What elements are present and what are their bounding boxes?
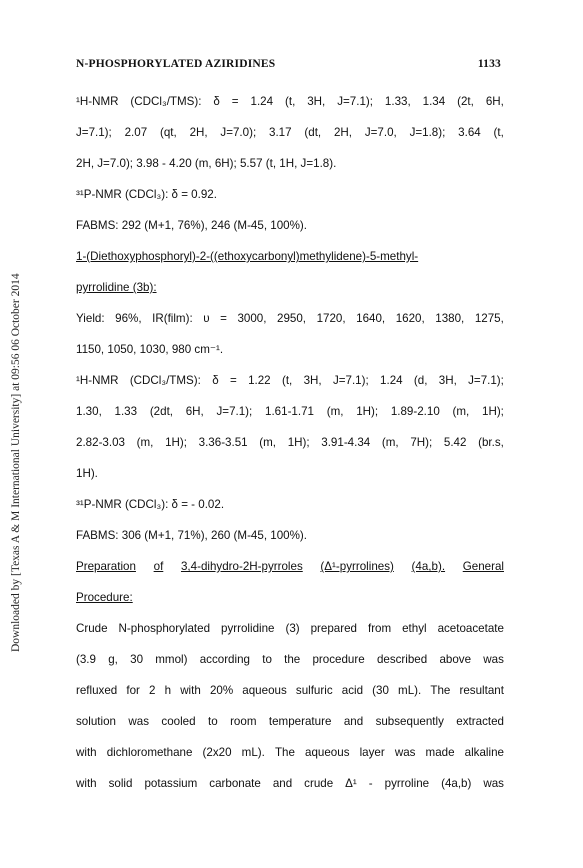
page-number: 1133	[477, 58, 501, 70]
paragraph-line: (3.9 g, 30 mmol) according to the procedure described above was	[76, 653, 504, 666]
nmr-line: J=7.1); 2.07 (qt, 2H, J=7.0); 3.17 (dt, 2H, J=7.0, J=1.8); 3.64 (t,	[76, 126, 504, 139]
nmr-line: 1H).	[76, 467, 98, 480]
compound-heading: 1-(Diethoxyphosphoryl)-2-((ethoxycarbonyl)methylidene)-5-methyl-	[76, 250, 419, 263]
nmr-line: 2.82-3.03 (m, 1H); 3.36-3.51 (m, 1H); 3.91-4.34 (m, 7H); 5.42 (br.s,	[76, 436, 504, 449]
paragraph-line: with dichloromethane (2x20 mL). The aqueous layer was made alkaline	[76, 746, 504, 759]
article-body	[76, 92, 504, 805]
download-watermark: Downloaded by [Texas A & M International University] at 09:56 06 October 2014	[10, 273, 22, 652]
nmr-line: 2H, J=7.0); 3.98 - 4.20 (m, 6H); 5.57 (t, 1H, J=1.8).	[76, 157, 337, 170]
yield-line: Yield: 96%, IR(film): υ = 3000, 2950, 1720, 1640, 1620, 1380, 1275,	[76, 312, 504, 325]
nmr-line: ¹H-NMR (CDCl₃/TMS): δ = 1.24 (t, 3H, J=7.1); 1.33, 1.34 (2t, 6H,	[76, 95, 504, 108]
paragraph-line: Crude N-phosphorylated pyrrolidine (3) prepared from ethyl acetoacetate	[76, 622, 504, 635]
p-nmr-line: ³¹P-NMR (CDCl₃): δ = - 0.02.	[76, 498, 225, 511]
compound-heading: pyrrolidine (3b):	[76, 281, 157, 294]
p-nmr-line: ³¹P-NMR (CDCl₃): δ = 0.92.	[76, 188, 217, 201]
running-head	[76, 58, 501, 70]
paragraph-line: with solid potassium carbonate and crude Δ¹ - pyrroline (4a,b) was	[76, 777, 504, 790]
nmr-line: 1.30, 1.33 (2dt, 6H, J=7.1); 1.61-1.71 (m, 1H); 1.89-2.10 (m, 1H);	[76, 405, 504, 418]
fabms-line: FABMS: 292 (M+1, 76%), 246 (M-45, 100%).	[76, 219, 308, 232]
nmr-line: ¹H-NMR (CDCl₃/TMS): δ = 1.22 (t, 3H, J=7.1); 1.24 (d, 3H, J=7.1);	[76, 374, 504, 387]
section-heading: Preparation of 3,4-dihydro-2H-pyrroles (Δ¹-pyrrolines) (4a,b). General	[76, 560, 504, 573]
section-heading: Procedure:	[76, 591, 133, 604]
running-title: N-PHOSPHORYLATED AZIRIDINES	[76, 58, 276, 70]
paragraph-line: solution was cooled to room temperature and subsequently extracted	[76, 715, 504, 728]
ir-line: 1150, 1050, 1030, 980 cm⁻¹.	[76, 343, 224, 356]
fabms-line: FABMS: 306 (M+1, 71%), 260 (M-45, 100%).	[76, 529, 308, 542]
paragraph-line: refluxed for 2 h with 20% aqueous sulfuric acid (30 mL). The resultant	[76, 684, 504, 697]
